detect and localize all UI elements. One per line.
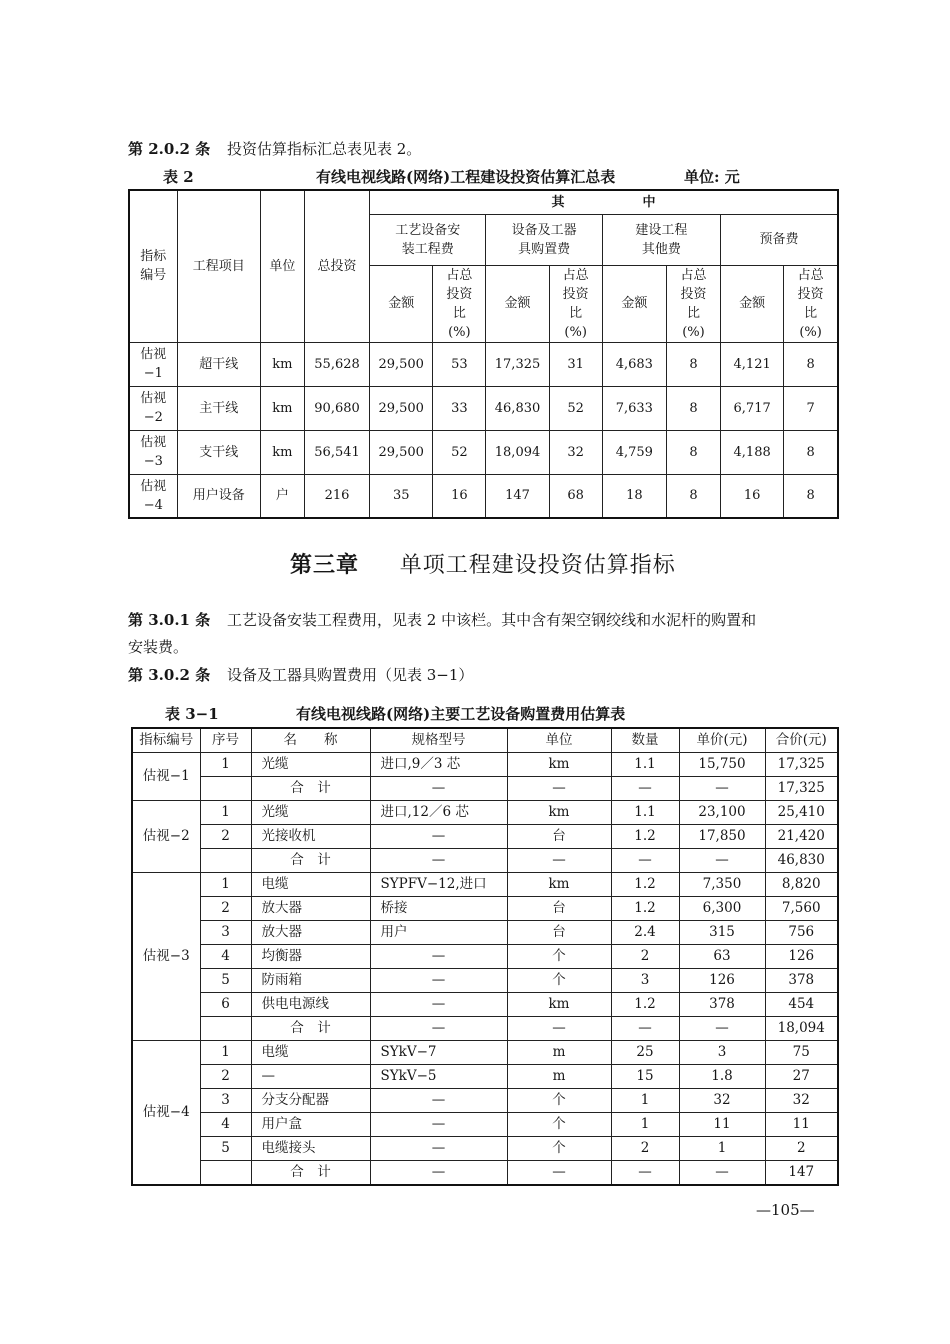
cell-sum: 18,094 [765,1017,838,1041]
cell-spec: — [370,969,507,993]
total-row [132,849,838,873]
cell-v4: 6,717 [721,386,784,430]
cell-name: 均衡器 [251,945,370,969]
cell-unit: km [260,342,304,386]
cell-name: 合 计 [251,1161,370,1186]
cell-sum: 21,420 [765,825,838,849]
cell-r1: 33 [433,386,486,430]
cell-qty: 1.2 [611,897,679,921]
total-row [132,1161,838,1186]
cell-no: 5 [200,1137,251,1161]
cell-spec: — [370,993,507,1017]
cell-qty: 15 [611,1065,679,1089]
cell-v3: 7,633 [602,386,666,430]
cell-v2: 18,094 [486,430,549,474]
cell-qty: 2 [611,1137,679,1161]
cell-no: 3 [200,921,251,945]
table-row [129,474,838,518]
cell-unit: 个 [507,945,611,969]
cell-qty: 1.2 [611,825,679,849]
cell-name: — [251,1065,370,1089]
article-label: 第 3.0.1 条 [128,611,211,629]
article-3-0-1-continued: 安装费。 [128,638,189,656]
cell-r3: 8 [666,342,720,386]
table-row [132,801,838,825]
cell-unit: m [507,1065,611,1089]
cell-total: 56,541 [304,430,369,474]
cell-spec: — [370,1137,507,1161]
cell-unit: — [507,849,611,873]
cell-qty: 1.1 [611,753,679,777]
total-row [132,1017,838,1041]
cell-spec: 进口,12／6 芯 [370,801,507,825]
cell-no: 3 [200,1089,251,1113]
table-row [132,993,838,1017]
chapter-number: 第三章 [290,552,360,578]
cell-project: 支干线 [177,430,260,474]
cell-sum: 2 [765,1137,838,1161]
cell-no: 4 [200,1113,251,1137]
page-number: —105— [756,1201,815,1219]
cell-price: 63 [679,945,765,969]
cell-code: 估视−2 [132,801,200,873]
header-cell: 名 称 [251,728,370,753]
cell-spec: 桥接 [370,897,507,921]
table-3-1-label: 表 3−1 [165,705,219,723]
cell-unit: km [507,993,611,1017]
cell-v2: 17,325 [486,342,549,386]
table-row [132,1137,838,1161]
table-row [132,753,838,777]
header-unit: 单位 [260,190,304,342]
cell-sum: 32 [765,1089,838,1113]
cell-total: 90,680 [304,386,369,430]
article-3-0-1 [128,608,756,632]
cell-qty: 1.2 [611,873,679,897]
cell-unit: km [507,753,611,777]
cell-sum: 17,325 [765,753,838,777]
cell-no: 2 [200,825,251,849]
article-text: 投资估算指标汇总表见表 2。 [226,140,422,158]
table-2-title: 有线电视线路(网络)工程建设投资估算汇总表 [316,168,616,186]
table-row [132,1065,838,1089]
table-row [129,430,838,474]
cell-sum: 454 [765,993,838,1017]
header-cell: 序号 [200,728,251,753]
cell-spec: — [370,1017,507,1041]
table-3-1 [131,727,839,1186]
cell-sum: 7,560 [765,897,838,921]
header-ratio: 占总投资比(%) [549,265,602,342]
cell-v2: 147 [486,474,549,518]
cell-code: 估视−1 [132,753,200,801]
cell-unit: m [507,1041,611,1065]
cell-price: — [679,1017,765,1041]
cell-r4: 8 [784,430,838,474]
cell-v3: 4,759 [602,430,666,474]
header-cell: 规格型号 [370,728,507,753]
cell-unit: 台 [507,921,611,945]
header-group-reserve: 预备费 [721,214,838,265]
cell-r4: 8 [784,342,838,386]
cell-unit: km [260,430,304,474]
cell-price: 32 [679,1089,765,1113]
cell-unit: — [507,1161,611,1186]
cell-qty: — [611,1017,679,1041]
header-amount: 金额 [370,265,433,342]
cell-unit: 户 [260,474,304,518]
cell-name: 电缆 [251,1041,370,1065]
cell-unit: — [507,777,611,801]
cell-r2: 32 [549,430,602,474]
cell-price: 1.8 [679,1065,765,1089]
cell-v2: 46,830 [486,386,549,430]
cell-v3: 4,683 [602,342,666,386]
cell-code: 估视−1 [129,342,177,386]
header-amount: 金额 [721,265,784,342]
cell-qty: 1 [611,1089,679,1113]
cell-name: 电缆接头 [251,1137,370,1161]
header-group-other: 建设工程其他费 [602,214,720,265]
table-2-label: 表 2 [163,168,194,186]
cell-price: 378 [679,993,765,1017]
cell-name: 放大器 [251,921,370,945]
cell-total: 55,628 [304,342,369,386]
cell-qty: 25 [611,1041,679,1065]
cell-price: 17,850 [679,825,765,849]
cell-name: 电缆 [251,873,370,897]
cell-spec: — [370,825,507,849]
cell-qty: 3 [611,969,679,993]
cell-name: 光接收机 [251,825,370,849]
cell-name: 光缆 [251,753,370,777]
header-cell: 指标编号 [132,728,200,753]
table-row [132,897,838,921]
table-row [129,386,838,430]
table-row [132,1041,838,1065]
cell-sum: 75 [765,1041,838,1065]
cell-name: 供电电源线 [251,993,370,1017]
cell-unit: 个 [507,1137,611,1161]
header-cell: 单位 [507,728,611,753]
cell-price: — [679,777,765,801]
cell-r2: 31 [549,342,602,386]
cell-v3: 18 [602,474,666,518]
cell-name: 用户盒 [251,1113,370,1137]
header-among: 其 中 [370,190,838,214]
chapter-title: 单项工程建设投资估算指标 [399,553,676,578]
cell-price: — [679,849,765,873]
cell-name: 合 计 [251,849,370,873]
cell-unit: km [507,801,611,825]
cell-no: 6 [200,993,251,1017]
cell-qty: 1 [611,1113,679,1137]
cell-no [200,777,251,801]
header-cell: 单价(元) [679,728,765,753]
cell-no: 5 [200,969,251,993]
cell-spec: — [370,1113,507,1137]
cell-unit: km [507,873,611,897]
cell-unit: 台 [507,825,611,849]
header-project: 工程项目 [177,190,260,342]
header-cell: 数量 [611,728,679,753]
cell-price: 3 [679,1041,765,1065]
cell-name: 放大器 [251,897,370,921]
cell-code: 估视−3 [132,873,200,1041]
cell-v1: 29,500 [370,342,433,386]
header-ratio: 占总投资比(%) [433,265,486,342]
cell-spec: SYkV−7 [370,1041,507,1065]
cell-unit: 台 [507,897,611,921]
cell-project: 用户设备 [177,474,260,518]
cell-code: 估视−2 [129,386,177,430]
cell-sum: 8,820 [765,873,838,897]
cell-r1: 53 [433,342,486,386]
cell-qty: 2 [611,945,679,969]
cell-unit: 个 [507,1113,611,1137]
cell-sum: 126 [765,945,838,969]
cell-sum: 46,830 [765,849,838,873]
cell-spec: — [370,777,507,801]
cell-r2: 52 [549,386,602,430]
header-amount: 金额 [486,265,549,342]
total-row [132,777,838,801]
cell-r1: 16 [433,474,486,518]
cell-price: 6,300 [679,897,765,921]
cell-price: 15,750 [679,753,765,777]
cell-project: 主干线 [177,386,260,430]
header-code: 指标编号 [129,190,177,342]
cell-no: 1 [200,753,251,777]
cell-unit: 个 [507,969,611,993]
cell-sum: 378 [765,969,838,993]
cell-qty: — [611,1161,679,1186]
cell-price: 126 [679,969,765,993]
cell-r1: 52 [433,430,486,474]
cell-spec: — [370,945,507,969]
table-2 [128,189,839,519]
header-total: 总投资 [304,190,369,342]
cell-name: 光缆 [251,801,370,825]
cell-name: 防雨箱 [251,969,370,993]
article-label: 第 2.0.2 条 [128,140,211,158]
cell-v4: 16 [721,474,784,518]
cell-sum: 17,325 [765,777,838,801]
cell-qty: — [611,777,679,801]
cell-spec: SYPFV−12,进口 [370,873,507,897]
cell-sum: 25,410 [765,801,838,825]
table-row [129,342,838,386]
cell-spec: 进口,9／3 芯 [370,753,507,777]
cell-sum: 11 [765,1113,838,1137]
cell-unit: — [507,1017,611,1041]
table-3-1-title: 有线电视线路(网络)主要工艺设备购置费用估算表 [296,705,626,723]
cell-name: 分支分配器 [251,1089,370,1113]
cell-qty: 1.2 [611,993,679,1017]
table-row [132,825,838,849]
cell-no: 1 [200,801,251,825]
cell-r3: 8 [666,430,720,474]
table-row [132,1089,838,1113]
cell-price: 1 [679,1137,765,1161]
table-row [132,969,838,993]
cell-v4: 4,188 [721,430,784,474]
table-row [132,1113,838,1137]
cell-spec: — [370,849,507,873]
header-ratio: 占总投资比(%) [666,265,720,342]
cell-v4: 4,121 [721,342,784,386]
cell-sum: 27 [765,1065,838,1089]
cell-name: 合 计 [251,777,370,801]
table-row [132,921,838,945]
chapter-heading [290,548,676,579]
cell-price: — [679,1161,765,1186]
cell-unit: 个 [507,1089,611,1113]
cell-qty: — [611,849,679,873]
cell-no: 2 [200,897,251,921]
cell-spec: — [370,1161,507,1186]
cell-price: 315 [679,921,765,945]
cell-no: 4 [200,945,251,969]
cell-r4: 7 [784,386,838,430]
article-3-0-2 [128,663,473,687]
article-2-0-2 [128,137,421,161]
cell-name: 合 计 [251,1017,370,1041]
cell-qty: 2.4 [611,921,679,945]
cell-sum: 756 [765,921,838,945]
cell-no: 1 [200,873,251,897]
cell-spec: — [370,1089,507,1113]
cell-unit: km [260,386,304,430]
cell-v1: 29,500 [370,430,433,474]
cell-code: 估视−3 [129,430,177,474]
cell-code: 估视−4 [129,474,177,518]
cell-code: 估视−4 [132,1041,200,1186]
cell-sum: 147 [765,1161,838,1186]
cell-no [200,1017,251,1041]
header-group-install: 工艺设备安装工程费 [370,214,486,265]
cell-qty: 1.1 [611,801,679,825]
header-amount: 金额 [602,265,666,342]
cell-price: 11 [679,1113,765,1137]
header-group-equipment: 设备及工器具购置费 [486,214,602,265]
article-text: 工艺设备安装工程费用，见表 2 中该栏。其中含有架空钢绞线和水泥杆的购置和 [226,611,757,629]
article-label: 第 3.0.2 条 [128,666,211,684]
header-cell: 合价(元) [765,728,838,753]
cell-no: 2 [200,1065,251,1089]
cell-spec: SYkV−5 [370,1065,507,1089]
cell-v1: 35 [370,474,433,518]
cell-v1: 29,500 [370,386,433,430]
cell-r3: 8 [666,474,720,518]
header-ratio: 占总投资比(%) [784,265,838,342]
cell-total: 216 [304,474,369,518]
cell-price: 7,350 [679,873,765,897]
cell-no: 1 [200,1041,251,1065]
cell-spec: 用户 [370,921,507,945]
table-row [132,945,838,969]
header-row [132,728,838,753]
table-2-unit: 单位: 元 [684,168,740,186]
cell-r3: 8 [666,386,720,430]
cell-r2: 68 [549,474,602,518]
cell-project: 超干线 [177,342,260,386]
article-text: 设备及工器具购置费用（见表 3−1） [226,666,474,684]
cell-no [200,1161,251,1186]
cell-no [200,849,251,873]
cell-r4: 8 [784,474,838,518]
table-row [132,873,838,897]
cell-price: 23,100 [679,801,765,825]
